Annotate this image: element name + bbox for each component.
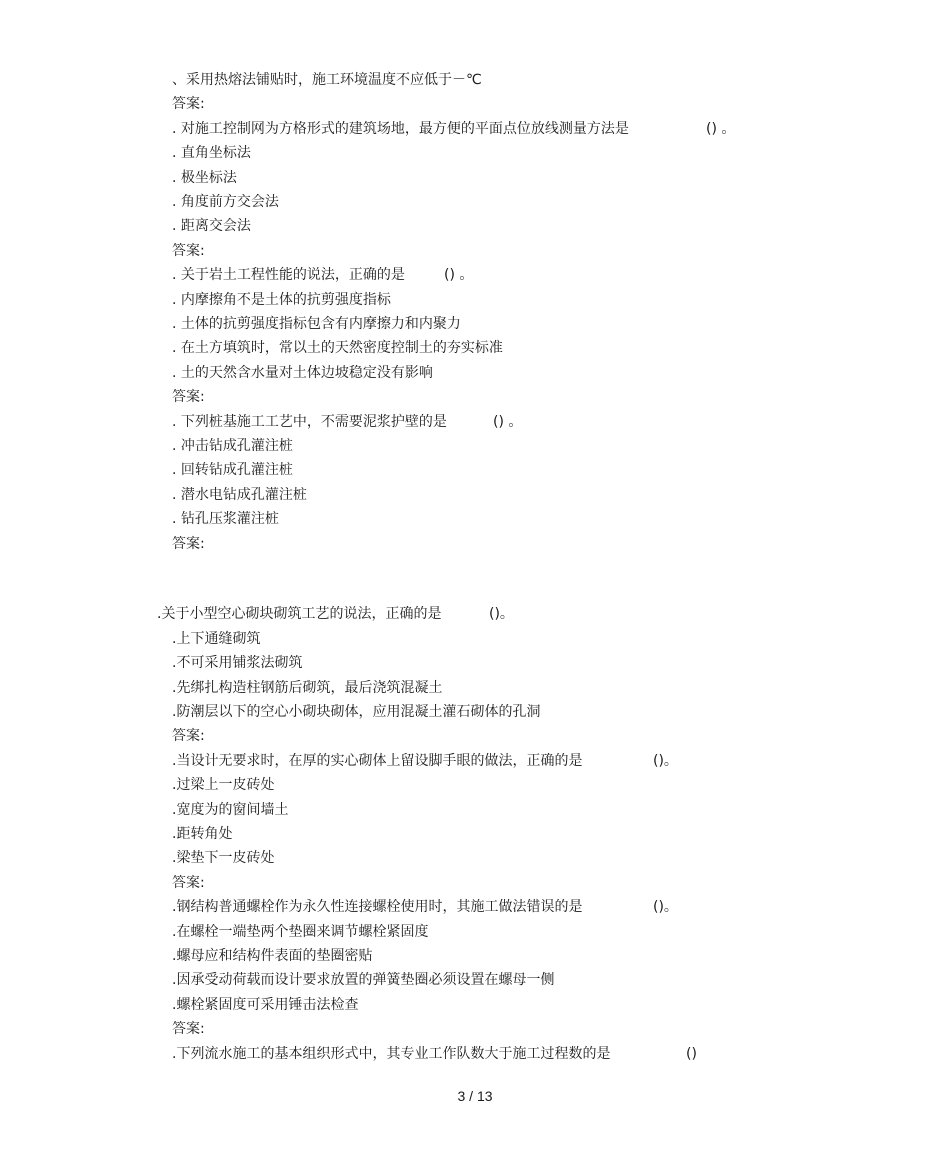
question-line: .不可采用铺浆法砌筑 <box>172 655 303 671</box>
question-line: .在螺栓一端垫两个垫圈来调节螺栓紧固度 <box>172 924 429 940</box>
answer-blank: () <box>686 1046 697 1062</box>
answer-label: 答案: <box>172 389 205 405</box>
answer-label: 答案: <box>172 1021 205 1037</box>
question-line: .防潮层以下的空心小砌块砌体，应用混凝土灌石砌体的孔洞 <box>172 704 541 720</box>
question-line: .下列流水施工的基本组织形式中，其专业工作队数大于施工过程数的是 <box>172 1046 611 1062</box>
answer-blank: ()。 <box>653 899 678 915</box>
question-line: . 内摩擦角不是土体的抗剪强度指标 <box>172 292 391 308</box>
question-line: . 回转钻成孔灌注桩 <box>172 462 293 478</box>
question-line: . 距离交会法 <box>172 218 251 234</box>
question-line: . 关于岩土工程性能的说法，正确的是 <box>172 267 405 283</box>
answer-label: 答案: <box>172 536 205 552</box>
question-line: . 钻孔压浆灌注桩 <box>172 511 279 527</box>
answer-blank: ()。 <box>653 753 678 769</box>
question-line: .钢结构普通螺栓作为永久性连接螺栓使用时，其施工做法错误的是 <box>172 899 583 915</box>
answer-blank: () 。 <box>493 414 523 430</box>
question-line: .因承受动荷载而设计要求放置的弹簧垫圈必须设置在螺母一侧 <box>172 972 555 988</box>
question-line: .过梁上一皮砖处 <box>172 777 275 793</box>
question-line: . 在土方填筑时，常以土的天然密度控制土的夯实标准 <box>172 340 503 356</box>
question-line: . 角度前方交会法 <box>172 194 279 210</box>
question-line: .关于小型空心砌块砌筑工艺的说法，正确的是 <box>157 606 442 622</box>
question-line: .宽度为的窗间墙土 <box>172 802 289 818</box>
question-line: . 潜水电钻成孔灌注桩 <box>172 487 307 503</box>
question-line: . 极坐标法 <box>172 170 237 186</box>
answer-blank: () 。 <box>444 267 474 283</box>
answer-label: 答案: <box>172 243 205 259</box>
question-line: . 对施工控制网为方格形式的建筑场地，最方便的平面点位放线测量方法是 <box>172 121 629 137</box>
answer-label: 答案: <box>172 875 205 891</box>
question-line: .梁垫下一皮砖处 <box>172 850 275 866</box>
question-line: . 下列桩基施工工艺中，不需要泥浆护壁的是 <box>172 414 447 430</box>
question-line: 、采用热熔法铺贴时，施工环境温度不应低于－℃ <box>172 72 482 88</box>
question-line: .上下通缝砌筑 <box>172 631 261 647</box>
answer-label: 答案: <box>172 96 205 112</box>
question-line: . 直角坐标法 <box>172 145 251 161</box>
question-line: .螺母应和结构件表面的垫圈密贴 <box>172 948 373 964</box>
answer-blank: () 。 <box>706 121 736 137</box>
question-line: .先绑扎构造柱钢筋后砌筑，最后浇筑混凝土 <box>172 680 443 696</box>
question-line: . 土的天然含水量对土体边坡稳定没有影响 <box>172 365 433 381</box>
question-line: . 土体的抗剪强度指标包含有内摩擦力和内聚力 <box>172 316 461 332</box>
question-line: .当设计无要求时，在厚的实心砌体上留设脚手眼的做法，正确的是 <box>172 753 583 769</box>
question-line: .距转角处 <box>172 826 233 842</box>
page-number: 3 / 13 <box>457 1088 493 1104</box>
answer-blank: ()。 <box>489 606 514 622</box>
question-line: . 冲击钻成孔灌注桩 <box>172 438 293 454</box>
question-line: .螺栓紧固度可采用锤击法检查 <box>172 997 359 1013</box>
answer-label: 答案: <box>172 728 205 744</box>
